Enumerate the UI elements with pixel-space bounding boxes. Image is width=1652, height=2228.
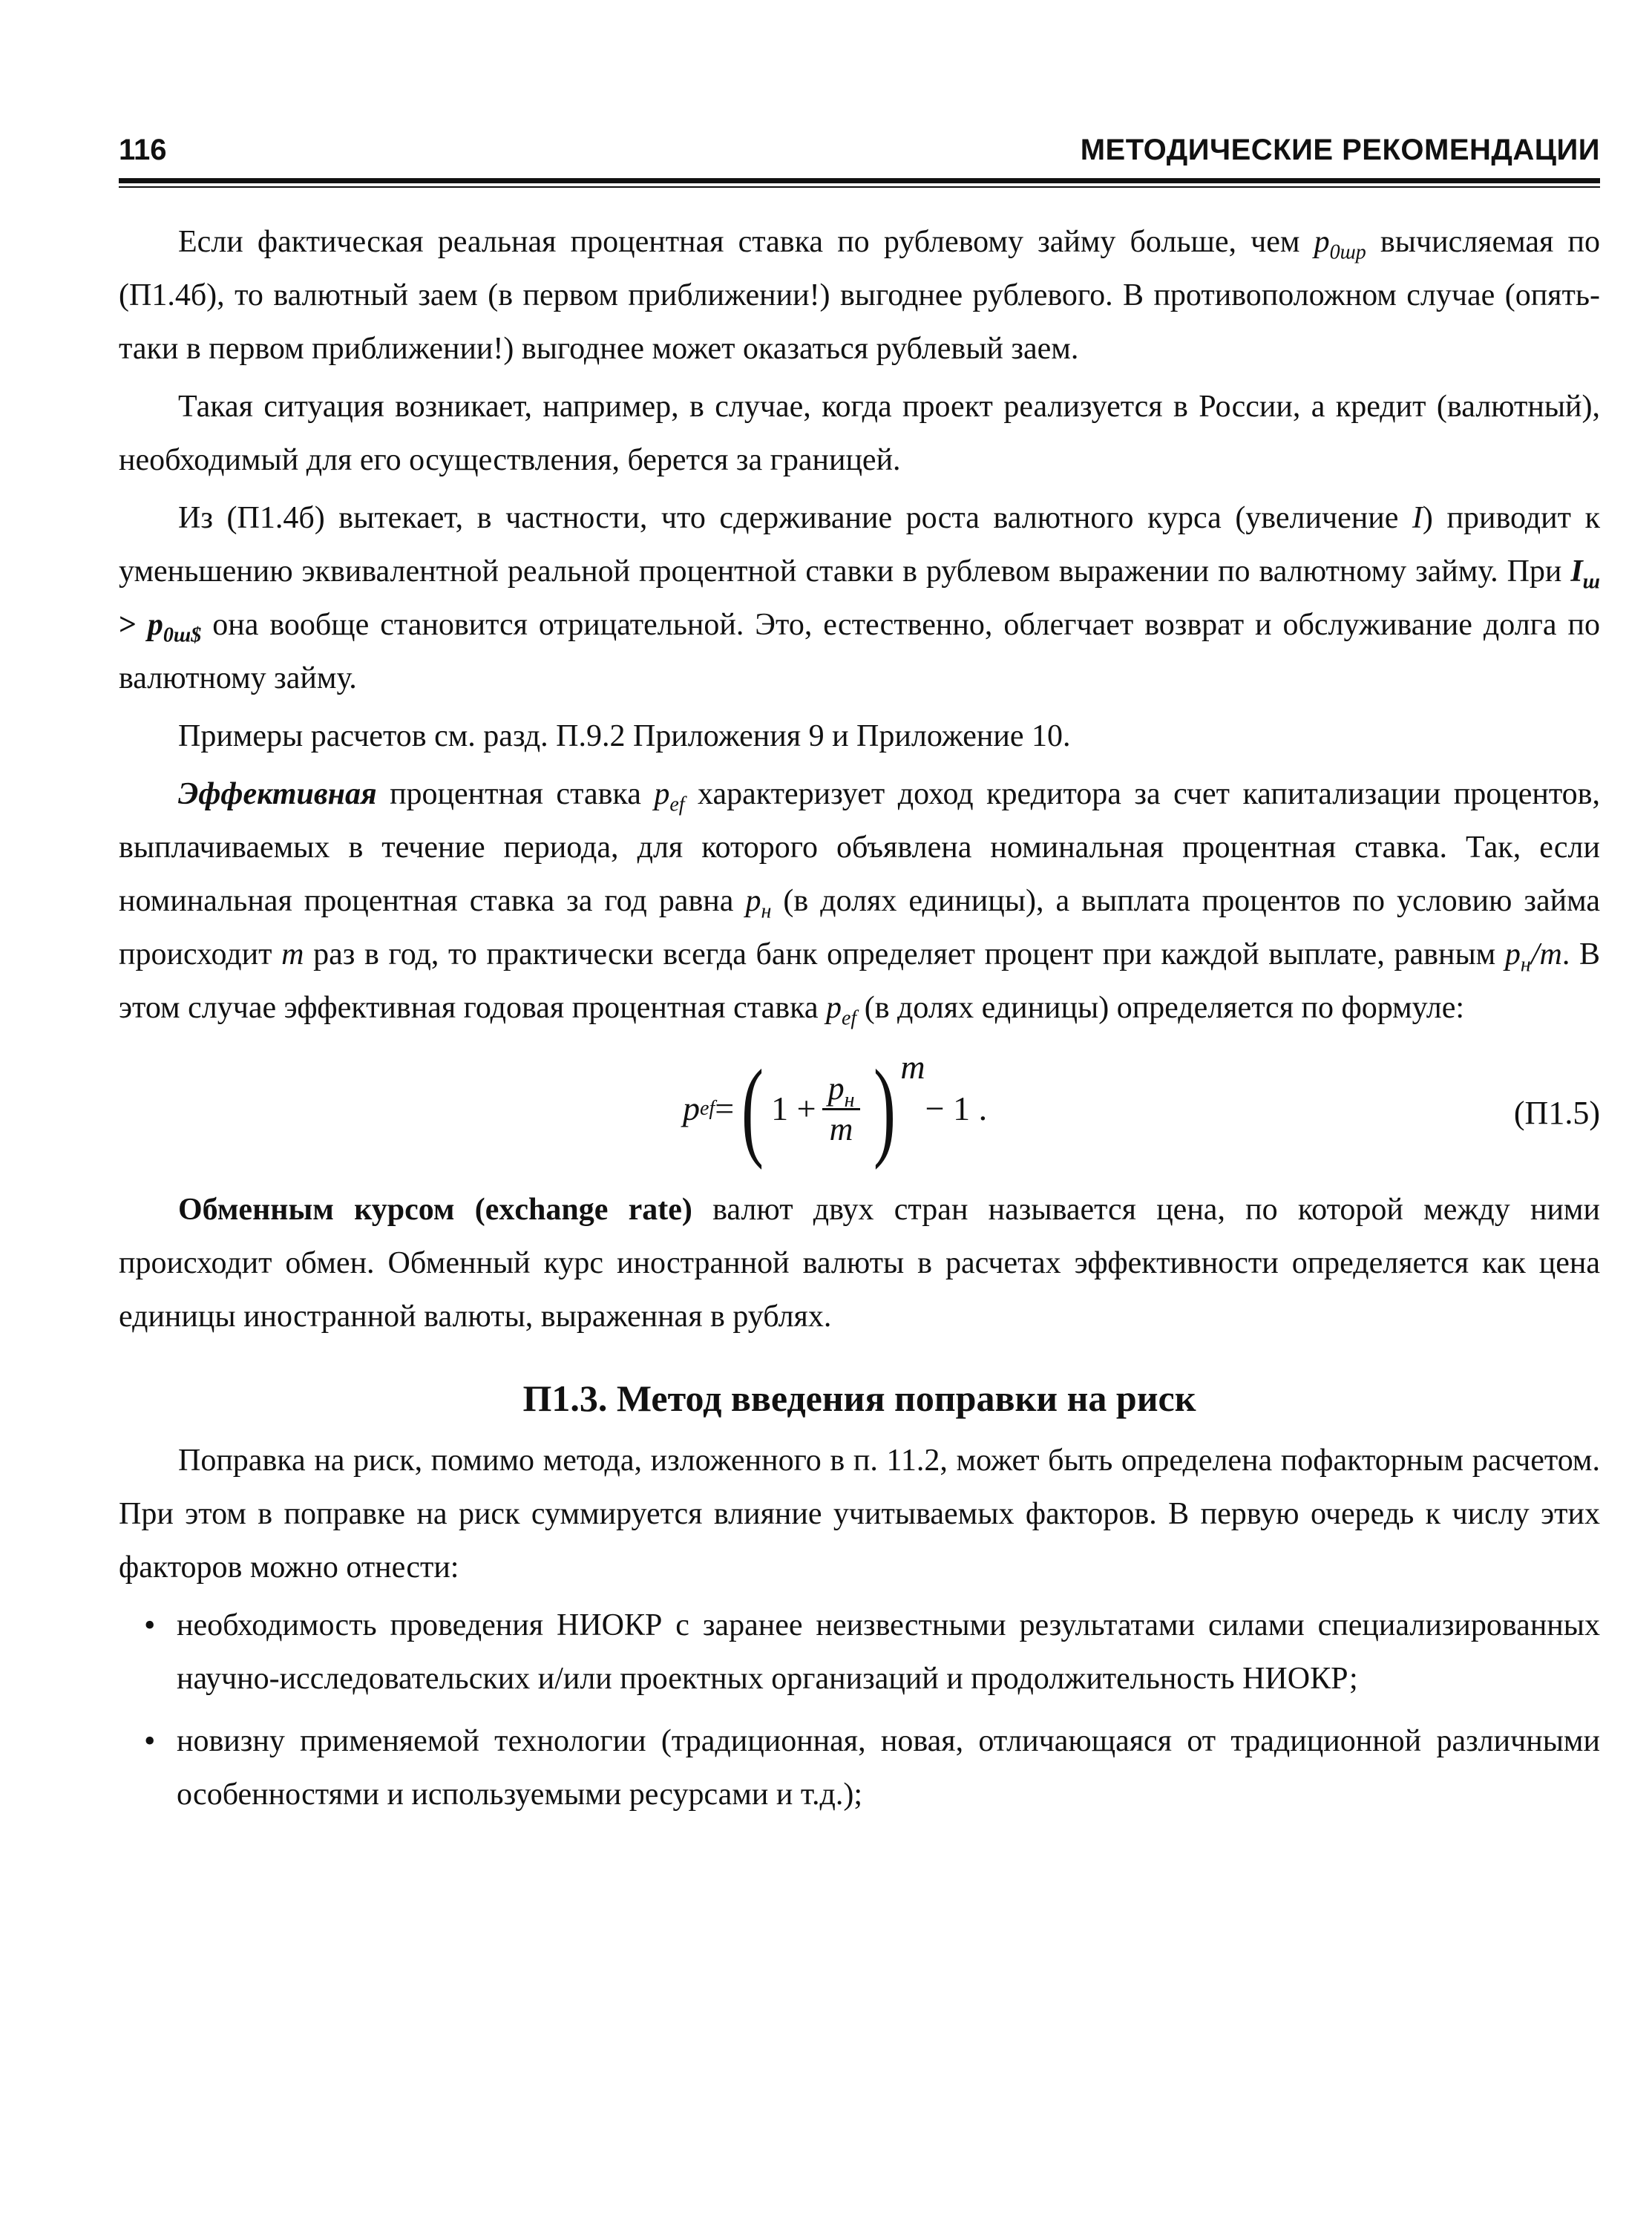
fraction: $\frac{p_н}{m}$: [822, 1069, 861, 1149]
paragraph-5: Эффективная процентная ставка $p_{ef}$ характеризует доход кредитора за счет капитализации процентов, выплачиваемых в течение периода, для которого объявлена номинальная процентная ставка. Так, если номинальная процентная ставка за год равна $p_н$ (в долях единицы), а выплата процентов по условию займа происходит m раз в год, то практически всегда банк определяет процент при каждой выплате, равным $p_н/m$. В этом случае эффективная годовая процентная ставка $p_{ef}$ (в долях единицы) определяется по формуле:: [119, 777, 1601, 1030]
list-item: • необходимость проведения НИОКР с заранее неизвестными результатами силами специализированных научно-исследовательских и/или проектных организаций и продолжительность НИОКР;: [119, 1599, 1600, 1706]
header-rule-thick: [119, 178, 1600, 183]
running-title: МЕТОДИЧЕСКИЕ РЕКОМЕНДАЦИИ: [1080, 134, 1600, 166]
body-text: [119, 215, 1600, 1830]
term-effective: Эффективная: [178, 777, 377, 811]
paragraph-6: Обменным курсом (exchange rate) валют двух стран называется цена, по которой между ними происходит обмен. Обменный курс иностранной валюты в расчетах эффективности определяется как цена единицы иностранной валюты, выраженная в рублях.: [119, 1193, 1600, 1334]
page-header: [119, 134, 1600, 178]
formula-expression: p ef = ( 1 + $\frac{p_н}{m}$ ) m − 1 .: [683, 1064, 987, 1153]
header-rule-thin: [119, 186, 1600, 188]
term-exchange-rate: Обменным курсом (exchange rate): [178, 1193, 692, 1227]
page-number: 116: [119, 134, 167, 166]
paragraph-3: Из (П1.4б) вытекает, в частности, что сдерживание роста валютного курса (увеличение I) приводит к уменьшению эквивалентной реальной процентной ставки в рублевом выражении по валютному займу. При $I_ш > p_{0ш\$}$ она вообще становится отрицательной. Это, естественно, облегчает возврат и обслуживание долга по валютному займу.: [119, 501, 1601, 695]
section-intro: Поправка на риск, помимо метода, изложенного в п. 11.2, может быть определена пофакторным расчетом. При этом в поправке на риск суммируется влияние учитываемых факторов. В первую очередь к числу этих факторов можно отнести:: [119, 1444, 1600, 1585]
paragraph-2: Такая ситуация возникает, например, в случае, когда проект реализуется в России, а кредит (валютный), необходимый для его осуществления, берется за границей.: [119, 390, 1600, 477]
list-item: • новизну применяемой технологии (традиционная, новая, отличающаяся от традиционной различными особенностями и используемыми ресурсами и т.д.);: [119, 1714, 1600, 1821]
section-heading: П1.3. Метод введения поправки на риск: [522, 1377, 1196, 1419]
formula-exponent: m: [900, 1048, 925, 1086]
left-paren: (: [741, 1047, 764, 1170]
paragraph-1: Если фактическая реальная процентная ставка по рублевому займу больше, чем $p_{0шр}$ вычисляемая по (П1.4б), то валютный заем (в первом приближении!) выгоднее рублевого. В противоположном случае (опять-таки в первом приближении!) выгоднее может оказаться рублевый заем.: [119, 225, 1601, 366]
factor-list: [119, 1599, 1600, 1821]
right-paren: ): [873, 1047, 897, 1170]
formula-p1-5: [119, 1042, 1600, 1168]
formula-number: (П1.5): [1513, 1095, 1600, 1131]
paragraph-4: Примеры расчетов см. разд. П.9.2 Приложения 9 и Приложение 10.: [178, 719, 1071, 753]
